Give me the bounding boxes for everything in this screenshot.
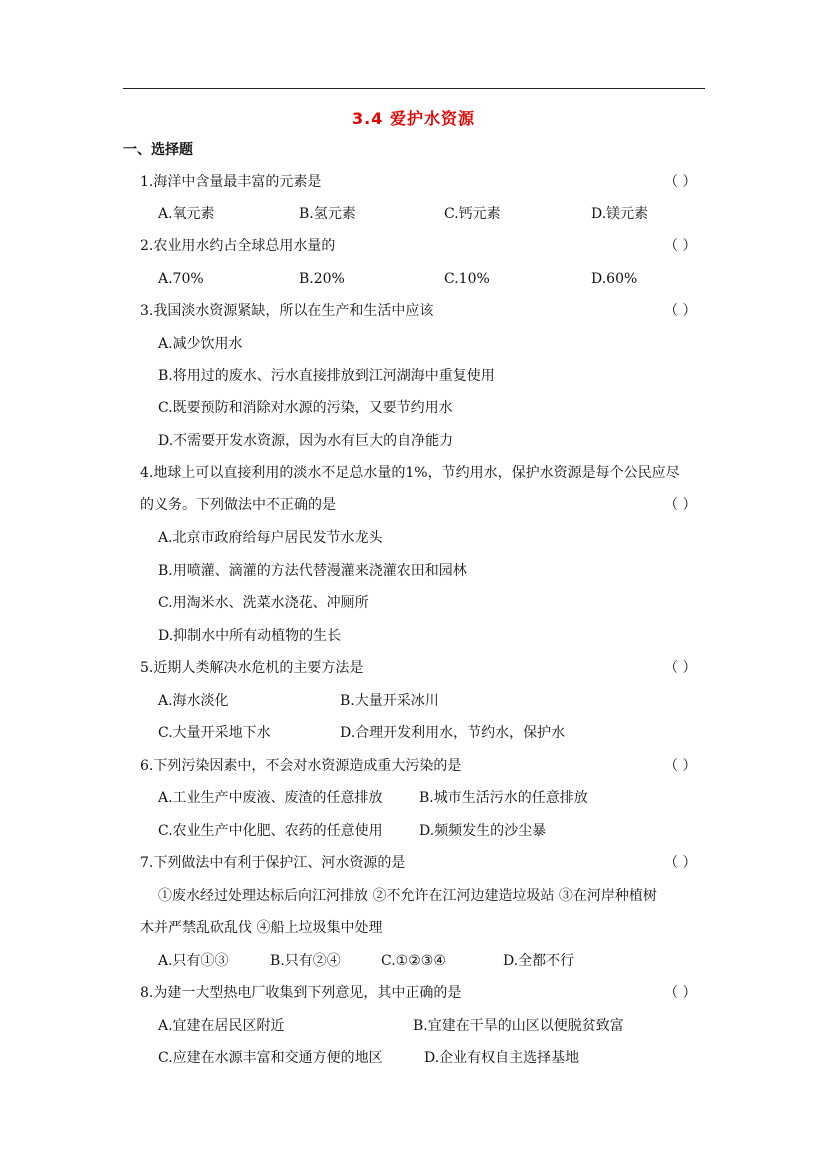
option-d: D.60% xyxy=(591,271,638,287)
option-d: D.全都不行 xyxy=(503,953,575,969)
question-stem: 4.地球上可以直接利用的淡水不足总水量的1%，节约用水，保护水资源是每个公民应尽 xyxy=(140,465,680,481)
answer-bracket: （ ） xyxy=(664,985,697,1001)
question-stem: 6.下列污染因素中，不会对水资源造成重大污染的是 xyxy=(140,758,462,774)
option-a: A.工业生产中废液、废渣的任意排放 xyxy=(158,790,383,806)
option-c: C.用淘米水、洗菜水浇花、冲厕所 xyxy=(158,595,369,611)
question-stem: 7.下列做法中有利于保护江、河水资源的是 xyxy=(140,855,406,871)
option-c: C.钙元素 xyxy=(444,206,501,222)
question-stem: 1.海洋中含量最丰富的元素是 xyxy=(140,174,322,190)
header-rule xyxy=(123,88,705,89)
option-c: C.①②③④ xyxy=(381,953,446,969)
answer-bracket: （ ） xyxy=(664,303,697,319)
question-stem: 8.为建一大型热电厂收集到下列意见，其中正确的是 xyxy=(140,985,462,1001)
question-stem: 2.农业用水约占全球总用水量的 xyxy=(140,238,336,254)
option-c: C.既要预防和消除对水源的污染，又要节约用水 xyxy=(158,400,453,416)
question-stem: 5.近期人类解决水危机的主要方法是 xyxy=(140,660,364,676)
option-d: D.合理开发利用水，节约水，保护水 xyxy=(340,725,566,741)
option-d: D.频频发生的沙尘暴 xyxy=(419,823,547,839)
option-a: A.只有①③ xyxy=(158,953,229,969)
option-d: D.镁元素 xyxy=(591,206,649,222)
answer-bracket: （ ） xyxy=(664,660,697,676)
option-c: C.应建在水源丰富和交通方便的地区 xyxy=(158,1050,383,1066)
option-b: B.将用过的废水、污水直接排放到江河湖海中重复使用 xyxy=(158,368,495,384)
answer-bracket: （ ） xyxy=(664,238,697,254)
question-stem: 3.我国淡水资源紧缺，所以在生产和生活中应该 xyxy=(140,303,434,319)
option-a: A.海水淡化 xyxy=(158,693,229,709)
page-title: 3.4 爱护水资源 xyxy=(352,109,475,128)
option-b: B.大量开采冰川 xyxy=(340,693,439,709)
answer-bracket: （ ） xyxy=(664,855,697,871)
option-c: C.10% xyxy=(444,271,490,287)
option-a: A.70% xyxy=(158,271,204,287)
option-a: A.减少饮用水 xyxy=(158,336,243,352)
statement-line-continued: 木并严禁乱砍乱伐 ④船上垃圾集中处理 xyxy=(140,920,383,936)
answer-bracket: （ ） xyxy=(664,174,697,190)
option-a: A.宜建在居民区附近 xyxy=(158,1018,285,1034)
option-c: C.大量开采地下水 xyxy=(158,725,271,741)
question-stem-continued: 的义务。下列做法中不正确的是 xyxy=(140,497,336,513)
option-d: D.抑制水中所有动植物的生长 xyxy=(158,628,342,644)
option-c: C.农业生产中化肥、农药的任意使用 xyxy=(158,823,383,839)
option-b: B.宜建在干旱的山区以便脱贫致富 xyxy=(413,1018,624,1034)
option-b: B.用喷灌、滴灌的方法代替漫灌来浇灌农田和园林 xyxy=(158,563,467,579)
option-b: B.20% xyxy=(299,271,345,287)
option-a: A.北京市政府给每户居民发节水龙头 xyxy=(158,530,383,546)
statement-line: ①废水经过处理达标后向江河排放 ②不允许在江河边建造垃圾站 ③在河岸种植树 xyxy=(158,888,657,904)
option-b: B.城市生活污水的任意排放 xyxy=(419,790,588,806)
option-b: B.只有②④ xyxy=(270,953,341,969)
option-d: D.企业有权自主选择基地 xyxy=(424,1050,580,1066)
option-d: D.不需要开发水资源，因为水有巨大的自净能力 xyxy=(158,433,454,449)
section-heading: 一、选择题 xyxy=(123,142,193,158)
option-a: A.氧元素 xyxy=(158,206,215,222)
answer-bracket: （ ） xyxy=(664,497,697,513)
option-b: B.氢元素 xyxy=(299,206,356,222)
answer-bracket: （ ） xyxy=(664,758,697,774)
